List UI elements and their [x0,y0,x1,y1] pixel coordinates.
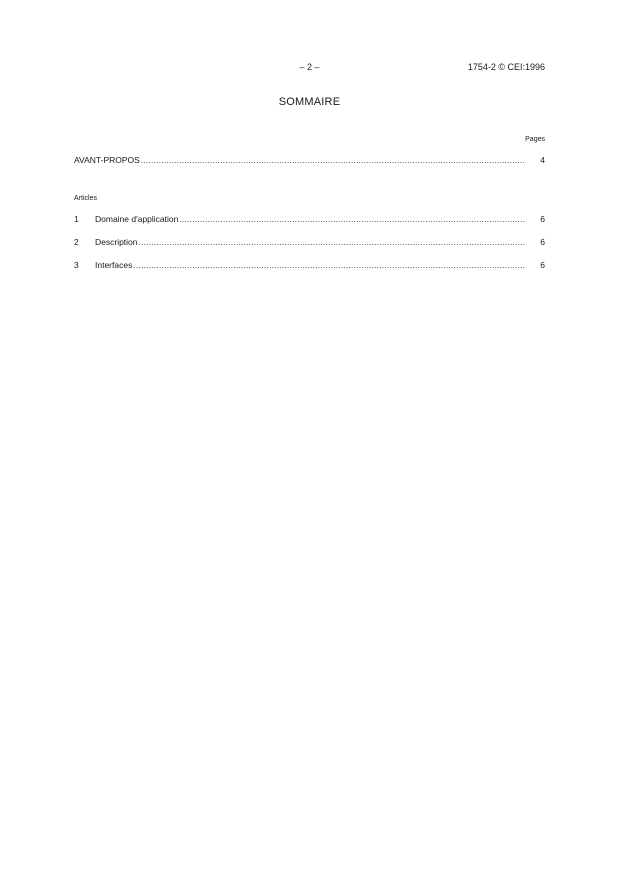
toc-entry-number: 3 [74,260,79,270]
toc-entry-article[interactable] [74,259,545,271]
toc-entry-page: 4 [540,155,545,165]
toc-entry-page: 6 [540,260,545,270]
toc-entry-page: 6 [540,214,545,224]
toc-entry-label: Description [95,237,138,247]
articles-section-label: Articles [74,195,97,202]
toc-entry-foreword[interactable] [74,154,545,166]
toc-entry-label: AVANT-PROPOS [74,155,140,165]
pages-column-label: Pages [525,136,545,143]
toc-entry-article[interactable] [74,236,545,248]
toc-entry-article[interactable] [74,213,545,225]
toc-entry-number: 1 [74,214,79,224]
page-title: SOMMAIRE [278,96,341,108]
toc-leader-dots [133,259,525,271]
toc-entry-label: Interfaces [95,260,133,270]
document-reference: 1754-2 © CEI:1996 [467,62,545,72]
toc-leader-dots [139,236,525,248]
toc-entry-page: 6 [540,237,545,247]
toc-leader-dots [179,213,525,225]
page-number: – 2 – [299,62,320,72]
toc-entry-label: Domaine d'application [95,214,179,224]
toc-entry-number: 2 [74,237,79,247]
toc-leader-dots [141,154,525,166]
